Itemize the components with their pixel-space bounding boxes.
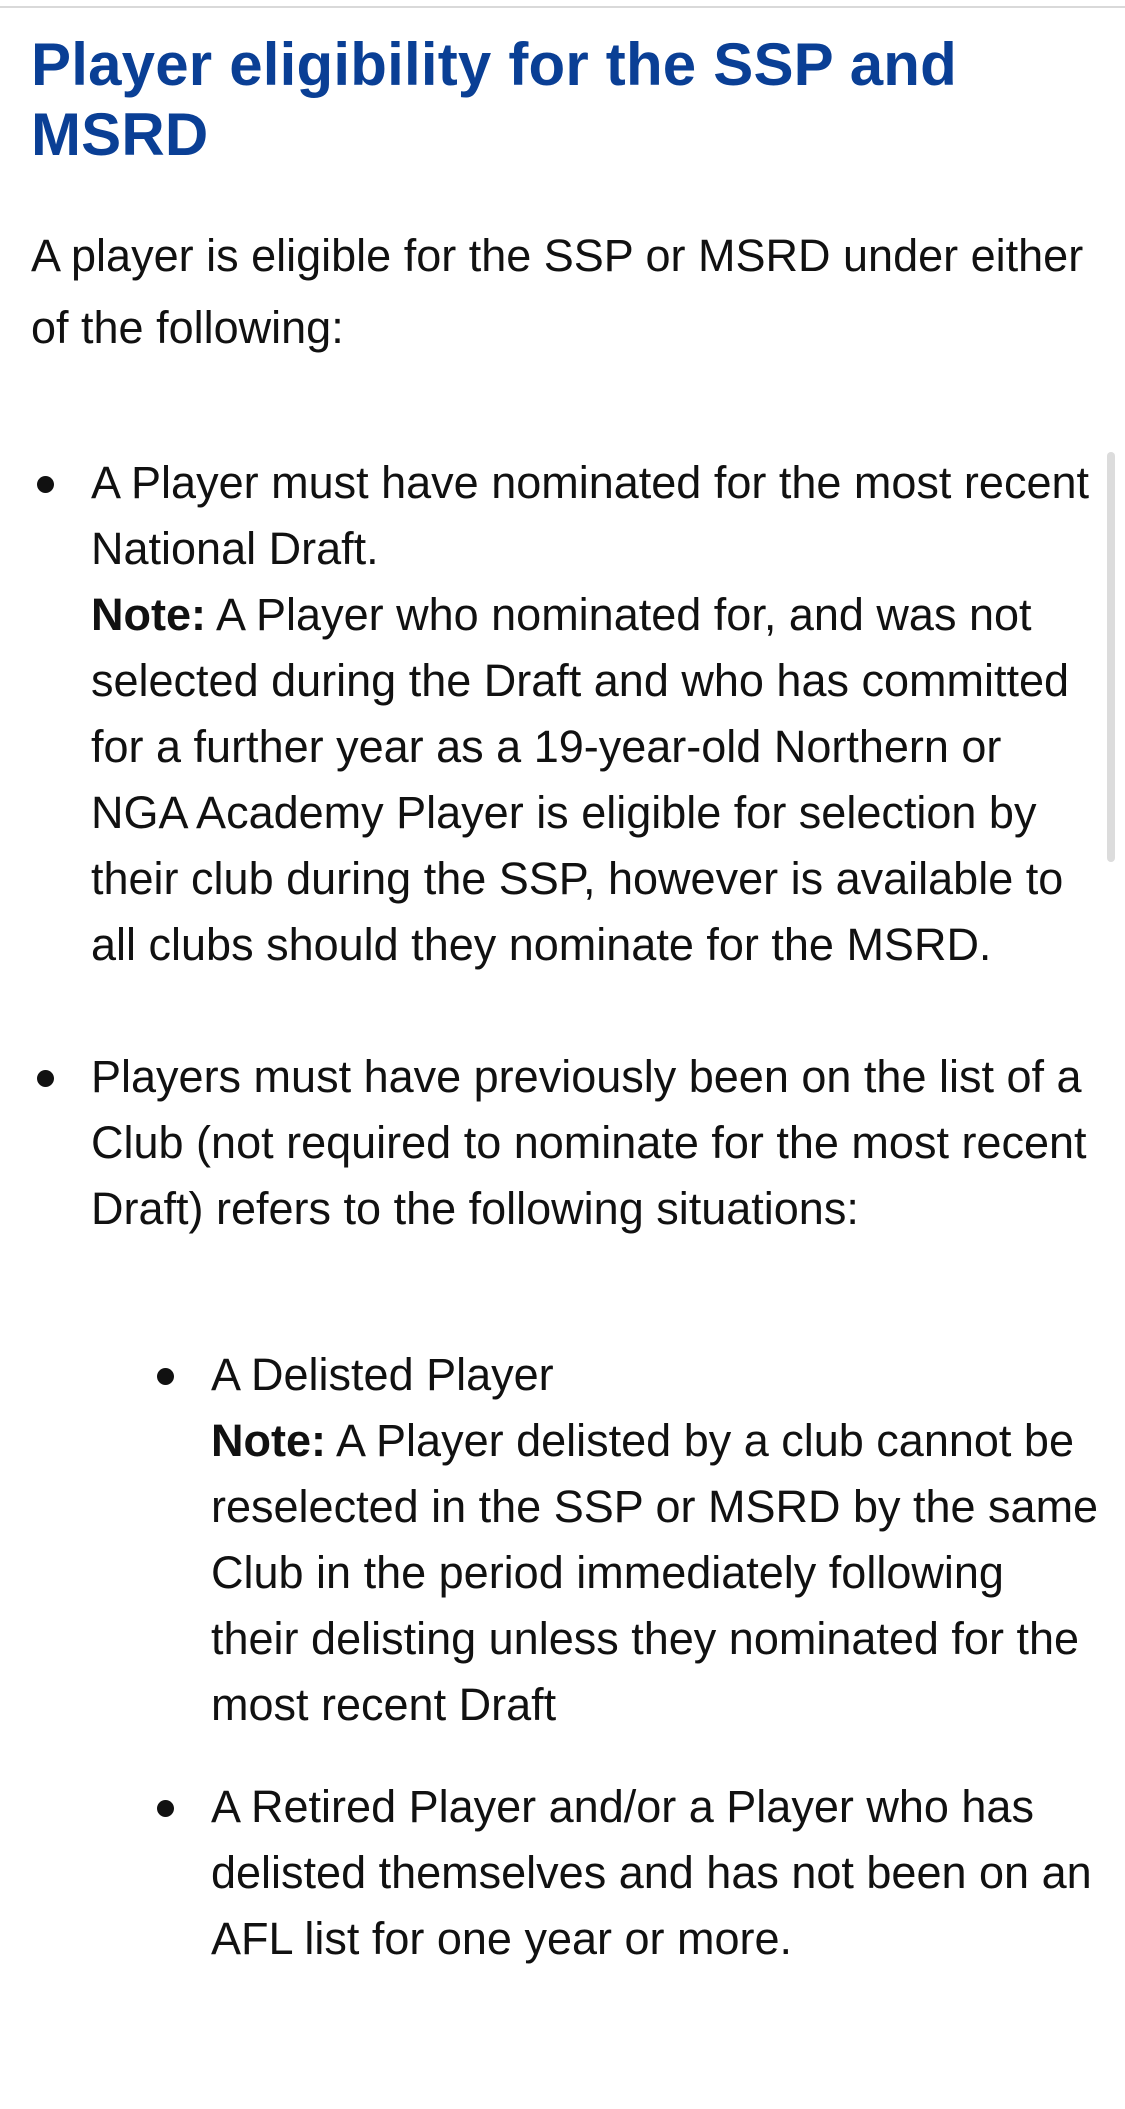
scrollbar-thumb[interactable] (1107, 452, 1115, 862)
sublist-item-text: A Retired Player and/or a Player who has delisted themselves and has not been on an AFL list for one year or more. (211, 1781, 1092, 1964)
list-item-national-draft (31, 450, 1101, 978)
sublist-item-retired-player (151, 1774, 1101, 1972)
list-item-text: Players must have previously been on the list of a Club (not required to nominate for the most recent Draft) refers to the following situations: (91, 1051, 1087, 1234)
note-label: Note: (91, 589, 206, 640)
top-divider (0, 6, 1125, 8)
situations-sublist (151, 1342, 1101, 1972)
note-text: A Player delisted by a club cannot be reselected in the SSP or MSRD by the same Club in the period immediately following their delisting unless they nominated for the most recent Draft (211, 1415, 1099, 1730)
sublist-item-text: A Delisted Player (211, 1349, 554, 1400)
list-item-note (91, 582, 1101, 978)
article-content (31, 30, 1101, 1972)
sublist-item-note (211, 1408, 1101, 1738)
list-item-text: A Player must have nominated for the most recent National Draft. (91, 457, 1089, 574)
note-text: A Player who nominated for, and was not selected during the Draft and who has committed for a further year as a 19-year-old Northern or NGA Academy Player is eligible for selection by their club during the SSP, however is available to all clubs should they nominate for the MSRD. (91, 589, 1070, 970)
note-label: Note: (211, 1415, 326, 1466)
sublist-item-delisted-player (151, 1342, 1101, 1738)
page-title: Player eligibility for the SSP and MSRD (31, 31, 957, 168)
intro-paragraph: A player is eligible for the SSP or MSRD under either of the following: (31, 230, 1084, 353)
eligibility-list (31, 450, 1101, 1972)
list-item-previous-club-list (31, 1044, 1101, 1972)
